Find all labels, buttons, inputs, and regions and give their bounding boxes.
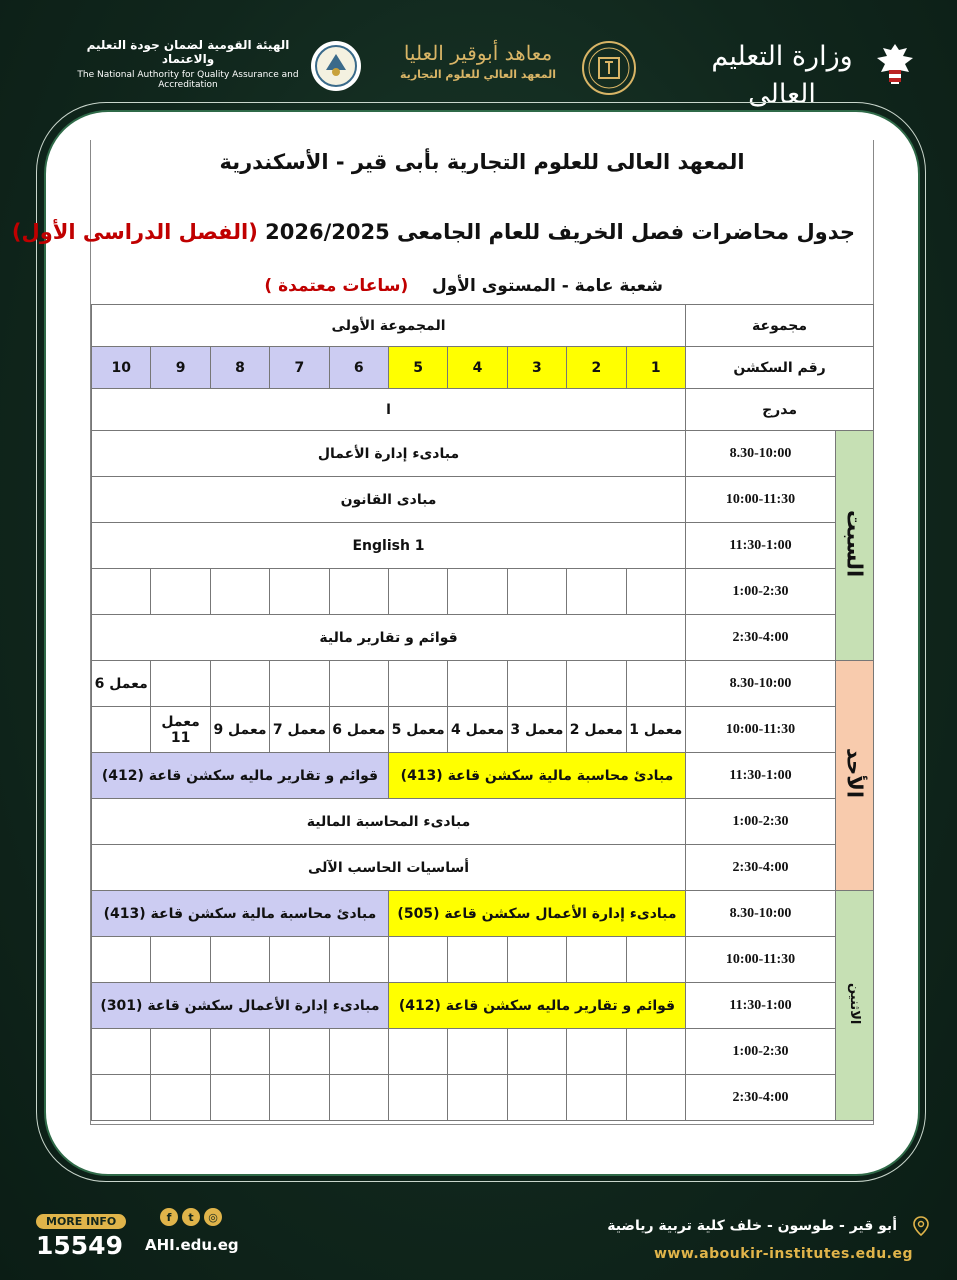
section-number: 7 (270, 347, 329, 389)
section-name: شعبة عامة - المستوى الأول (431, 276, 663, 296)
empty-cell (92, 937, 151, 983)
facebook-icon[interactable]: f (160, 1208, 178, 1226)
time-slot: 1:00-2:30 (686, 1029, 836, 1075)
empty-cell (507, 1075, 566, 1121)
time-slot: 2:30-4:00 (686, 615, 836, 661)
section-number: 8 (210, 347, 269, 389)
section-number: 6 (329, 347, 388, 389)
day-sunday-label: الأحد (842, 748, 867, 799)
address-text: أبو قير - طوسون - خلف كلية تربية رياضية (607, 1218, 897, 1234)
table-row (92, 523, 874, 569)
empty-cell (329, 661, 388, 707)
day-sunday (836, 661, 874, 891)
group-label: مجموعة (686, 305, 874, 347)
eagle-emblem-icon (873, 40, 917, 94)
lab-cell: معمل 9 (210, 707, 269, 753)
institute-logo (388, 38, 568, 81)
empty-cell (567, 569, 626, 615)
monday-r3-right: قوائم و تقارير ماليه سكشن قاعة (412) (388, 983, 685, 1029)
sunday-r4: مبادىء المحاسبة المالية (92, 799, 686, 845)
empty-cell (626, 1075, 686, 1121)
empty-cell (567, 1029, 626, 1075)
ministry-name-ar: وزارة التعليم العالى (711, 41, 853, 110)
naqaa-logo (68, 38, 308, 90)
empty-cell (567, 1075, 626, 1121)
monday-r1-right: مبادىء إدارة الأعمال سكشن قاعة (505) (388, 891, 685, 937)
institute-subname-ar: المعهد العالي للعلوم التجارية (400, 68, 556, 81)
empty-cell (507, 569, 566, 615)
empty-cell (270, 1029, 329, 1075)
sunday-r3-right: مبادئ محاسبة مالية سكشن قاعة (413) (388, 753, 685, 799)
lab-cell: معمل 4 (448, 707, 507, 753)
empty-cell (329, 569, 388, 615)
table-row (92, 477, 874, 523)
lab-cell: معمل 6 (329, 707, 388, 753)
sunday-r3-left: قوائم و تقارير ماليه سكشن قاعة (412) (92, 753, 389, 799)
section-number: 2 (567, 347, 626, 389)
table-row (92, 707, 874, 753)
empty-cell (388, 937, 447, 983)
time-slot: 11:30-1:00 (686, 983, 836, 1029)
time-slot: 11:30-1:00 (686, 753, 836, 799)
empty-cell (270, 1075, 329, 1121)
empty-cell (329, 1075, 388, 1121)
time-slot: 1:00-2:30 (686, 799, 836, 845)
more-info-badge: MORE INFO (36, 1214, 126, 1229)
table-row (92, 1075, 874, 1121)
saturday-r1: مبادىء إدارة الأعمال (92, 431, 686, 477)
empty-cell (567, 937, 626, 983)
instagram-icon[interactable]: ◎ (204, 1208, 222, 1226)
footer-contact (36, 1210, 126, 1260)
credit-hours-label: (ساعات معتمدة ) (264, 276, 409, 296)
day-saturday (836, 431, 874, 661)
empty-cell (329, 937, 388, 983)
empty-cell (448, 1075, 507, 1121)
empty-cell (448, 569, 507, 615)
time-slot: 11:30-1:00 (686, 523, 836, 569)
empty-cell (210, 569, 269, 615)
empty-cell (448, 937, 507, 983)
table-row (92, 431, 874, 477)
section-number: 1 (626, 347, 686, 389)
table-row (92, 569, 874, 615)
time-slot: 2:30-4:00 (686, 845, 836, 891)
empty-cell (507, 661, 566, 707)
schedule-table (91, 304, 874, 1121)
time-slot: 1:00-2:30 (686, 569, 836, 615)
time-slot: 8.30-10:00 (686, 891, 836, 937)
section-label: رقم السكشن (686, 347, 874, 389)
lab-cell: معمل 11 (151, 707, 210, 753)
empty-cell (210, 1075, 269, 1121)
empty-cell (507, 937, 566, 983)
sunday-r5: أساسيات الحاسب الآلى (92, 845, 686, 891)
table-row (92, 937, 874, 983)
empty-cell (151, 1029, 210, 1075)
empty-cell (151, 1075, 210, 1121)
section-number: 3 (507, 347, 566, 389)
twitter-icon[interactable]: t (182, 1208, 200, 1226)
lab-cell: معمل 6 (92, 661, 151, 707)
saturday-r2: مبادى القانون (92, 477, 686, 523)
empty-cell (210, 661, 269, 707)
institute-emblem-icon (581, 40, 637, 96)
group-row (92, 305, 874, 347)
naqaa-seal-icon (310, 40, 362, 92)
lab-cell: معمل 2 (567, 707, 626, 753)
lab-cell: معمل 7 (270, 707, 329, 753)
empty-cell (92, 707, 151, 753)
empty-cell (151, 937, 210, 983)
social-icons (160, 1208, 222, 1226)
empty-cell (388, 1029, 447, 1075)
section-number: 5 (388, 347, 447, 389)
institute-name-ar: معاهد أبوقير العليا (403, 41, 553, 65)
saturday-r3: English 1 (92, 523, 686, 569)
monday-r1-left: مبادئ محاسبة مالية سكشن قاعة (413) (92, 891, 389, 937)
naqaa-name-en: The National Authority for Quality Assurance and Accreditation (77, 70, 299, 90)
time-slot: 10:00-11:30 (686, 937, 836, 983)
time-slot: 8.30-10:00 (686, 431, 836, 477)
hall-row (92, 389, 874, 431)
website-short-link[interactable]: AHI.edu.eg (145, 1236, 239, 1254)
empty-cell (210, 1029, 269, 1075)
day-monday (836, 891, 874, 1121)
empty-cell (626, 569, 686, 615)
section-title (264, 276, 663, 296)
hall-label: مدرج (686, 389, 874, 431)
empty-cell (626, 661, 686, 707)
empty-cell (388, 661, 447, 707)
lab-cell: معمل 5 (388, 707, 447, 753)
empty-cell (388, 569, 447, 615)
empty-cell (270, 937, 329, 983)
empty-cell (92, 1029, 151, 1075)
empty-cell (210, 937, 269, 983)
section-number: 9 (151, 347, 210, 389)
semester-label: (الفصل الدراسى الأول) (11, 220, 258, 244)
schedule-title-main: جدول محاضرات فصل الخريف للعام الجامعى 2026/2025 (265, 220, 855, 244)
website-long-link[interactable]: www.aboukir-institutes.edu.eg (653, 1246, 913, 1262)
lab-cell: معمل 3 (507, 707, 566, 753)
saturday-r5: قوائم و تقارير مالية (92, 615, 686, 661)
empty-cell (151, 661, 210, 707)
hall-value: ا (92, 389, 686, 431)
empty-cell (388, 1075, 447, 1121)
empty-cell (626, 1029, 686, 1075)
empty-cell (507, 1029, 566, 1075)
schedule-sheet (11, 140, 874, 1125)
empty-cell (151, 569, 210, 615)
section-row (92, 347, 874, 389)
section-number: 4 (448, 347, 507, 389)
table-row (92, 799, 874, 845)
time-slot: 2:30-4:00 (686, 1075, 836, 1121)
location-pin-icon (913, 1216, 929, 1236)
table-row (92, 661, 874, 707)
table-row (92, 983, 874, 1029)
day-saturday-label: السبت (842, 509, 867, 578)
table-row (92, 753, 874, 799)
table-row (92, 845, 874, 891)
empty-cell (448, 661, 507, 707)
day-monday-label: الاثنين (847, 982, 863, 1025)
time-slot: 8.30-10:00 (686, 661, 836, 707)
empty-cell (92, 569, 151, 615)
hotline-number[interactable]: 15549 (36, 1231, 123, 1260)
table-row (92, 891, 874, 937)
time-slot: 10:00-11:30 (686, 477, 836, 523)
institute-title: المعهد العالى للعلوم التجارية بأبى قير - الأسكندرية (219, 150, 745, 174)
empty-cell (448, 1029, 507, 1075)
schedule-title (12, 220, 855, 244)
lab-cell: معمل 1 (626, 707, 686, 753)
empty-cell (270, 661, 329, 707)
time-slot: 10:00-11:30 (686, 707, 836, 753)
group-value: المجموعة الأولى (92, 305, 686, 347)
table-row (92, 1029, 874, 1075)
naqaa-name-ar: الهيئة القومية لضمان جودة التعليم والاعتماد (86, 38, 290, 66)
empty-cell (270, 569, 329, 615)
monday-r3-left: مبادىء إدارة الأعمال سكشن قاعة (301) (92, 983, 389, 1029)
empty-cell (626, 937, 686, 983)
section-number: 10 (92, 347, 151, 389)
empty-cell (92, 1075, 151, 1121)
empty-cell (567, 661, 626, 707)
table-row (92, 615, 874, 661)
empty-cell (329, 1029, 388, 1075)
